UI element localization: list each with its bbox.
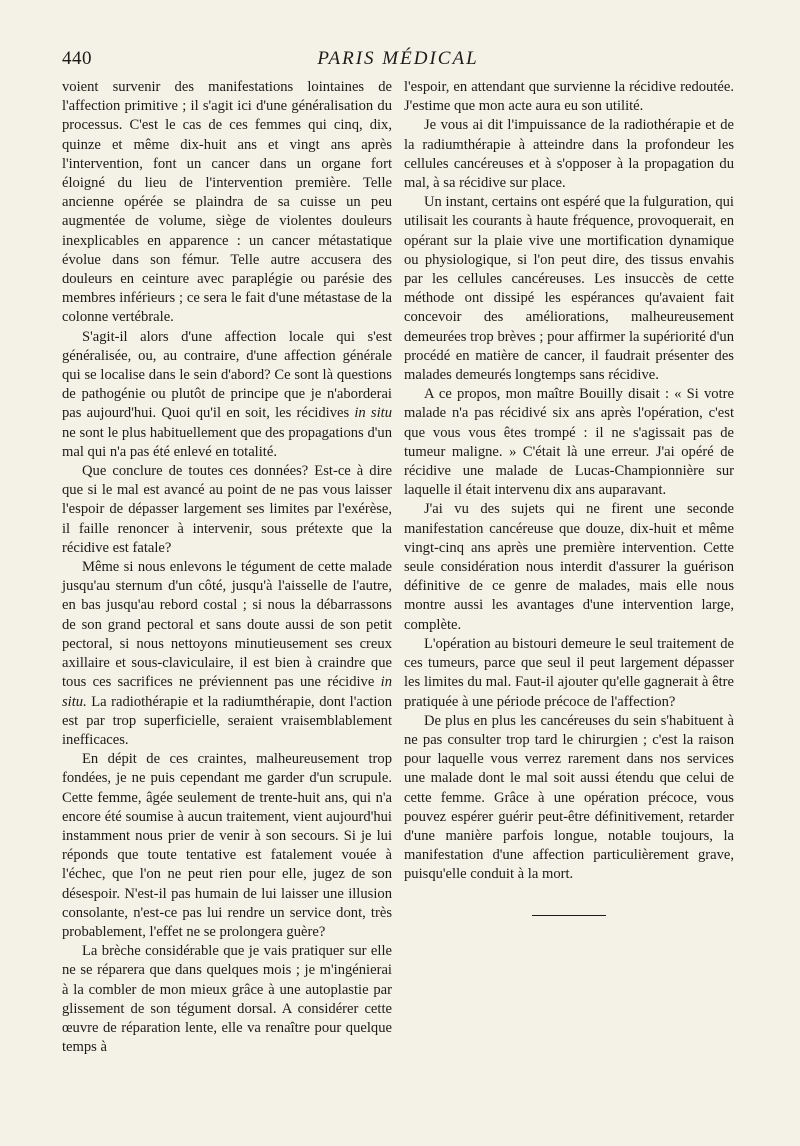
left-column (62, 78, 392, 1057)
page-number: 440 (62, 48, 92, 69)
paragraph: L'opération au bistouri demeure le seul traitement de ces tumeurs, parce que seul il peut largement dépasser les limites du mal. Faut-il ajouter qu'elle gagnerait à être pratiquée à une période précoce de l'affection? (404, 635, 734, 710)
latin-term: in situ. (62, 674, 392, 710)
paragraph: voient survenir des manifestations lointaines de l'affection primitive ; il s'agit ici d'une généralisation du processus. C'est le cas de ces femmes qui cinq, dix, quinze et même dix-huit ans et vingt ans après l'intervention, font un cancer dans un organe fort éloigné du lieu de l'intervention première. Telle ancienne opérée se plaindra de sa cuisse un peu augmentée de volume, siège de violentes douleurs inexplicables en apparence : un cancer métastatique évolue dans son fémur. Telle autre accusera des douleurs en ceinture avec paraplégie ou parésie des membres inférieurs ; ce sera le fait d'une métastase de la colonne vertébrale. (62, 79, 392, 326)
paragraph-text: La radiothérapie et la radiumthérapie, dont l'action est par trop superficielle, seraient vraisemblablement inefficaces. (62, 693, 392, 748)
end-divider (532, 915, 606, 916)
paragraph: Je vous ai dit l'impuissance de la radiothérapie et de la radiumthérapie à atteindre dans la profondeur les cellules cancéreuses et à s'opposer à la propagation du mal, à sa récidive sur place. (404, 117, 734, 192)
paragraph: J'ai vu des sujets qui ne firent une seconde manifestation cancéreuse que douze, dix-huit et même vingt-cinq ans après une première intervention. Cette seule considération nous interdit d'assurer la guérison définitive de ce genre de malades, mais elle nous montre aussi les avantages d'une intervention large, complète. (404, 501, 734, 633)
running-title: PARIS MÉDICAL (317, 48, 479, 69)
page-header (62, 48, 734, 74)
paragraph-text: Même si nous enlevons le tégument de cette malade jusqu'au sternum d'un côté, jusqu'à l'aisselle de l'autre, en bas jusqu'au rebord costal ; si nous la débarrassons de son grand pectoral et sans doute aussi de son petit pectoral, si nous nettoyons minutieusement ses creux axillaire et sous-claviculaire, il est bien à craindre que tous ces sacrifices ne préviennent pas une récidive (62, 559, 392, 691)
paragraph-text: ne sont le plus habituellement que des propagations d'un mal qui n'a pas été enlevé en totalité. (62, 424, 392, 460)
paragraph: l'espoir, en attendant que survienne la récidive redoutée. J'estime que mon acte aura eu son utilité. (404, 79, 734, 115)
paragraph: Un instant, certains ont espéré que la fulguration, qui utilisait les courants à haute fréquence, provoquerait, en opérant sur la plaie vive une mortification dynamique ou physiologique, si l'on peut dire, des tissus envahis par les cellules cancéreuses. Les insuccès de cette méthode ont dissipé les espérances qu'avaient fait concevoir des améliorations, malheureusement demeurées trop brèves ; pour affirmer la supériorité d'un procédé en matière de cancer, il faudrait présenter des malades demeurés longtemps sans récidive. (404, 194, 734, 384)
paragraph: De plus en plus les cancéreuses du sein s'habituent à ne pas consulter trop tard le chirurgien ; c'est la raison pour laquelle vous verrez rarement dans nos services une malade dont le mal soit aussi étendu que celui de cette femme. Grâce à une opération précoce, vous pouvez espérer guérir peut-être définitivement, retarder d'une manière parfois longue, notable toujours, la manifestation d'une affection particulièrement grave, puisqu'elle conduit à la mort. (404, 712, 734, 883)
paragraph (62, 328, 392, 462)
paragraph: A ce propos, mon maître Bouilly disait : « Si votre malade n'a pas récidivé six ans après l'opération, c'est que vous vous êtes trompé : il ne s'agissait pas de tumeur maligne. » C'était là une erreur. J'ai opéré de récidive une malade de Lucas-Championnière sur laquelle il était intervenu dix ans auparavant. (404, 386, 734, 499)
paragraph: La brèche considérable que je vais pratiquer sur elle ne se réparera que dans quelques mois ; je m'ingénierai à la combler de mon mieux grâce à une autoplastie par glissement de son tégument dorsal. A considérer cette œuvre de réparation lente, elle va renaître pour quelque temps à (62, 943, 392, 1056)
latin-term: in situ (354, 405, 392, 422)
paragraph-text: S'agit-il alors d'une affection locale qui s'est généralisée, ou, au contraire, d'une affection générale qui se localise dans le sein d'abord? Ce sont là questions de pathogénie ou plutôt de principe que je n'aborderai pas aujourd'hui. Quoi qu'il en soit, les récidives (62, 328, 392, 422)
paragraph (62, 558, 392, 750)
right-column (404, 78, 734, 916)
paragraph: En dépit de ces craintes, malheureusement trop fondées, je ne puis cependant me garder d'un scrupule. Cette femme, âgée seulement de trente-huit ans, qui n'a encore été soumise à aucun traitement, vient aujourd'hui instamment nous prier de venir à son secours. Si je lui réponds que toute tentative est fatalement vouée à l'échec, que l'on ne peut rien pour elle, jugez de son désespoir. N'est-il pas humain de lui laisser une illusion consolante, n'est-ce pas lui rendre un service dont, très probablement, l'effet ne se prolongera guère? (62, 751, 392, 940)
paragraph: Que conclure de toutes ces données? Est-ce à dire que si le mal est avancé au point de ne pas vous laisser l'espoir de dépasser largement ses limites par l'exérèse, il faille renoncer à intervenir, sous prétexte que la récidive est fatale? (62, 463, 392, 556)
